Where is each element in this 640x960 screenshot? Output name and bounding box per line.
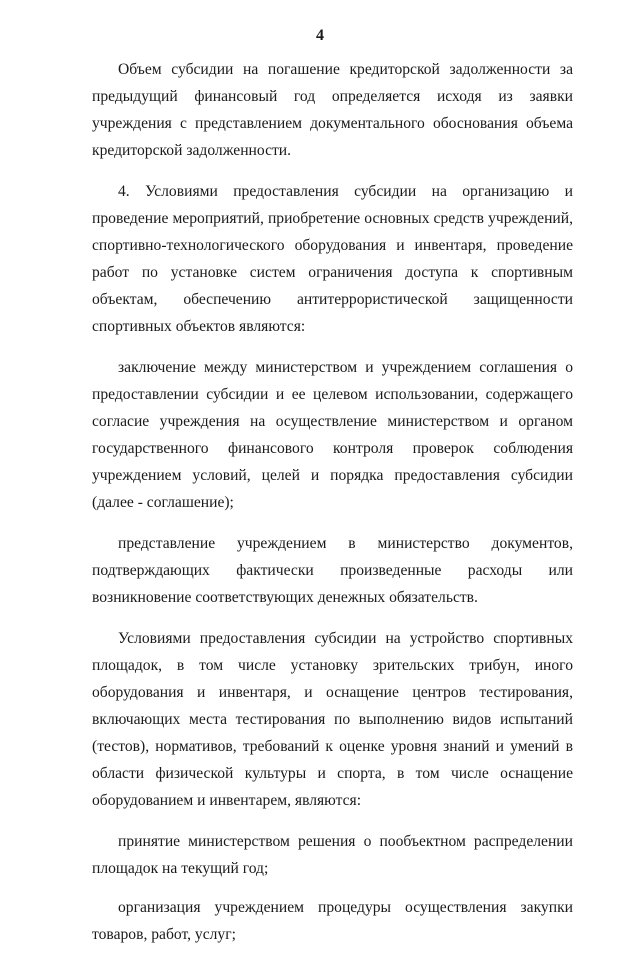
paragraph-procurement: организация учреждением процедуры осуществления закупки товаров, работ, услуг; — [92, 899, 573, 943]
paragraph-conditions-sports-grounds: Условиями предоставления субсидии на устройство спортивных площадок, в том числе установку зрительских трибун, иного оборудования и инвентаря, и оснащение центров тестирования, включающих места тестирования по выполнению видов испытаний (тестов), нормативов, требований к оценке уровня знаний и умений в области физической культуры и спорта, в том числе оснащение оборудованием и инвентарем, являются: — [92, 630, 573, 809]
paragraph-ministry-decision: принятие министерством решения о пообъектном распределении площадок на текущий год; — [92, 833, 573, 877]
paragraph-creditor-debt: Объем субсидии на погашение кредиторской задолженности за предыдущий финансовый год определяется исходя из заявки учреждения с представлением документального обоснования объема кредиторской задолженности. — [92, 61, 573, 159]
document-body — [92, 56, 573, 960]
page-number: 4 — [316, 27, 324, 44]
paragraph-agreement: заключение между министерством и учреждением соглашения о предоставлении субсидии и ее целевом использовании, содержащего согласие учреждения на осуществление министерством и органом государственного финансового контроля проверок соблюдения учреждением условий, целей и порядка предоставления субсидии (далее - соглашение); — [92, 359, 573, 511]
paragraph-conditions-events: 4. Условиями предоставления субсидии на организацию и проведение мероприятий, приобретение основных средств учреждений, спортивно-технологического оборудования и инвентаря, проведение работ по установке систем ограничения доступа к спортивным объектам, обеспечению антитеррористической защищенности спортивных объектов являются: — [92, 183, 573, 335]
paragraph-documents: представление учреждением в министерство документов, подтверждающих фактически произведенные расходы или возникновение соответствующих денежных обязательств. — [92, 535, 573, 606]
